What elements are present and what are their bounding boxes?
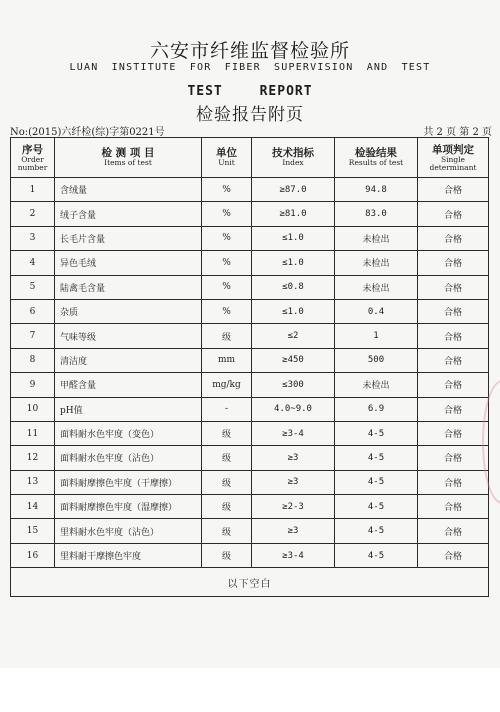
cell-result: 4-5 (335, 421, 418, 445)
cell-judge: 合格 (418, 299, 489, 323)
cell-judge: 合格 (418, 226, 489, 250)
header-judge-cn: 单项判定 (432, 143, 474, 156)
cell-judge: 合格 (418, 470, 489, 494)
cell-index: ≤300 (252, 373, 335, 397)
cell-item: 绒子含量 (55, 202, 202, 226)
cell-item: 面料耐水色牢度（沾色） (55, 446, 202, 470)
cell-item: 杂质 (55, 299, 202, 323)
cell-unit: % (202, 275, 252, 299)
table-row (11, 446, 489, 470)
table-row (11, 373, 489, 397)
cell-item: 含绒量 (55, 178, 202, 202)
cell-judge: 合格 (418, 275, 489, 299)
table-row (11, 251, 489, 275)
cell-item: 甲醛含量 (55, 373, 202, 397)
cell-item: 面料耐摩擦色牢度（干摩擦） (55, 470, 202, 494)
cell-index: ≥81.0 (252, 202, 335, 226)
table-row (11, 178, 489, 202)
cell-judge: 合格 (418, 543, 489, 567)
header-result-cn: 检验结果 (355, 147, 397, 160)
cell-order: 15 (11, 519, 55, 543)
table-row (11, 543, 489, 567)
cell-index: ≤2 (252, 324, 335, 348)
cell-order: 6 (11, 299, 55, 323)
header-judge-en: Single determinant (429, 154, 477, 172)
cell-order: 16 (11, 543, 55, 567)
cell-order: 1 (11, 178, 55, 202)
header-order-en: Order number (17, 154, 48, 172)
cell-result: 94.8 (335, 178, 418, 202)
cell-order: 11 (11, 421, 55, 445)
header-order-cn: 序号 (22, 143, 43, 156)
cell-index: ≤1.0 (252, 226, 335, 250)
table-body (11, 178, 489, 597)
cell-index: ≥3 (252, 470, 335, 494)
cell-order: 12 (11, 446, 55, 470)
cell-index: ≥3-4 (252, 421, 335, 445)
cell-judge: 合格 (418, 251, 489, 275)
cell-item: 异色毛绒 (55, 251, 202, 275)
cell-index: 4.0~9.0 (252, 397, 335, 421)
cell-result: 83.0 (335, 202, 418, 226)
table-row (11, 202, 489, 226)
cell-result: 未检出 (335, 251, 418, 275)
cell-unit: - (202, 397, 252, 421)
report-number: No:(2015)六纤检(综)字第0221号 (10, 127, 165, 138)
cell-unit: % (202, 251, 252, 275)
cell-result: 未检出 (335, 373, 418, 397)
cell-index: ≥3 (252, 446, 335, 470)
cell-unit: mm (202, 348, 252, 372)
table-row (11, 348, 489, 372)
cell-result: 4-5 (335, 495, 418, 519)
cell-order: 7 (11, 324, 55, 348)
header-unit (202, 138, 252, 178)
cell-result: 6.9 (335, 397, 418, 421)
cell-unit: % (202, 299, 252, 323)
header-order (11, 138, 55, 178)
cell-unit: % (202, 202, 252, 226)
cell-order: 8 (11, 348, 55, 372)
cell-unit: % (202, 178, 252, 202)
cell-item: 面料耐摩擦色牢度（湿摩擦） (55, 495, 202, 519)
table-row (11, 470, 489, 494)
cell-item: 陆禽毛含量 (55, 275, 202, 299)
table-row (11, 495, 489, 519)
cell-index: ≤1.0 (252, 299, 335, 323)
cell-unit: 级 (202, 324, 252, 348)
cell-result: 4-5 (335, 519, 418, 543)
cell-order: 2 (11, 202, 55, 226)
cell-index: ≥87.0 (252, 178, 335, 202)
cell-judge: 合格 (418, 178, 489, 202)
header-index (252, 138, 335, 178)
cell-unit: % (202, 226, 252, 250)
cell-judge: 合格 (418, 397, 489, 421)
table-row (11, 421, 489, 445)
cell-judge: 合格 (418, 446, 489, 470)
cell-unit: 级 (202, 470, 252, 494)
cell-unit: 级 (202, 495, 252, 519)
cell-index: ≥450 (252, 348, 335, 372)
institute-name-en: LUAN INSTITUTE FOR FIBER SUPERVISION AND TEST (69, 62, 431, 73)
cell-order: 9 (11, 373, 55, 397)
table-row (11, 226, 489, 250)
cell-unit: mg/kg (202, 373, 252, 397)
table-row (11, 397, 489, 421)
header-result (335, 138, 418, 178)
cell-unit: 级 (202, 446, 252, 470)
report-title-en: TEST REPORT (187, 84, 313, 99)
results-table (10, 137, 489, 597)
cell-unit: 级 (202, 421, 252, 445)
footer-note: 以下空白 (11, 568, 489, 597)
cell-judge: 合格 (418, 348, 489, 372)
header-unit-en: Unit (218, 158, 235, 168)
header-item-cn: 检 测 项 目 (101, 147, 155, 160)
report-title-cn: 检验报告附页 (196, 105, 304, 125)
cell-result: 4-5 (335, 470, 418, 494)
header-unit-cn: 单位 (216, 147, 237, 160)
cell-item: pH值 (55, 397, 202, 421)
cell-index: ≤0.8 (252, 275, 335, 299)
table-row (11, 519, 489, 543)
footer-note-row (11, 568, 489, 597)
institute-name-cn: 六安市纤维监督检验所 (149, 40, 350, 62)
cell-order: 10 (11, 397, 55, 421)
cell-judge: 合格 (418, 373, 489, 397)
cell-index: ≥3 (252, 519, 335, 543)
header-result-en: Results of test (348, 158, 404, 168)
cell-judge: 合格 (418, 421, 489, 445)
cell-item: 面料耐水色牢度（变色） (55, 421, 202, 445)
cell-result: 1 (335, 324, 418, 348)
header-item-en: Items of test (104, 158, 152, 168)
cell-judge: 合格 (418, 202, 489, 226)
header-item (55, 138, 202, 178)
cell-result: 未检出 (335, 275, 418, 299)
cell-judge: 合格 (418, 519, 489, 543)
cell-item: 里料耐水色牢度（沾色） (55, 519, 202, 543)
cell-item: 气味等级 (55, 324, 202, 348)
table-row (11, 275, 489, 299)
header-judge (418, 138, 489, 178)
cell-order: 5 (11, 275, 55, 299)
cell-order: 14 (11, 495, 55, 519)
page-info: 共 2 页 第 2 页 (423, 127, 492, 138)
cell-item: 里料耐干摩擦色牢度 (55, 543, 202, 567)
cell-index: ≤1.0 (252, 251, 335, 275)
cell-order: 3 (11, 226, 55, 250)
cell-item: 清洁度 (55, 348, 202, 372)
table-header-row (11, 138, 489, 178)
cell-order: 13 (11, 470, 55, 494)
bottom-margin (0, 668, 500, 712)
cell-judge: 合格 (418, 495, 489, 519)
header-index-en: Index (282, 158, 304, 168)
cell-result: 4-5 (335, 446, 418, 470)
cell-result: 0.4 (335, 299, 418, 323)
cell-item: 长毛片含量 (55, 226, 202, 250)
cell-index: ≥3-4 (252, 543, 335, 567)
cell-unit: 级 (202, 519, 252, 543)
cell-order: 4 (11, 251, 55, 275)
cell-result: 未检出 (335, 226, 418, 250)
cell-unit: 级 (202, 543, 252, 567)
table-row (11, 299, 489, 323)
header-index-cn: 技术指标 (272, 147, 314, 160)
table-row (11, 324, 489, 348)
cell-result: 500 (335, 348, 418, 372)
cell-index: ≥2-3 (252, 495, 335, 519)
cell-judge: 合格 (418, 324, 489, 348)
cell-result: 4-5 (335, 543, 418, 567)
